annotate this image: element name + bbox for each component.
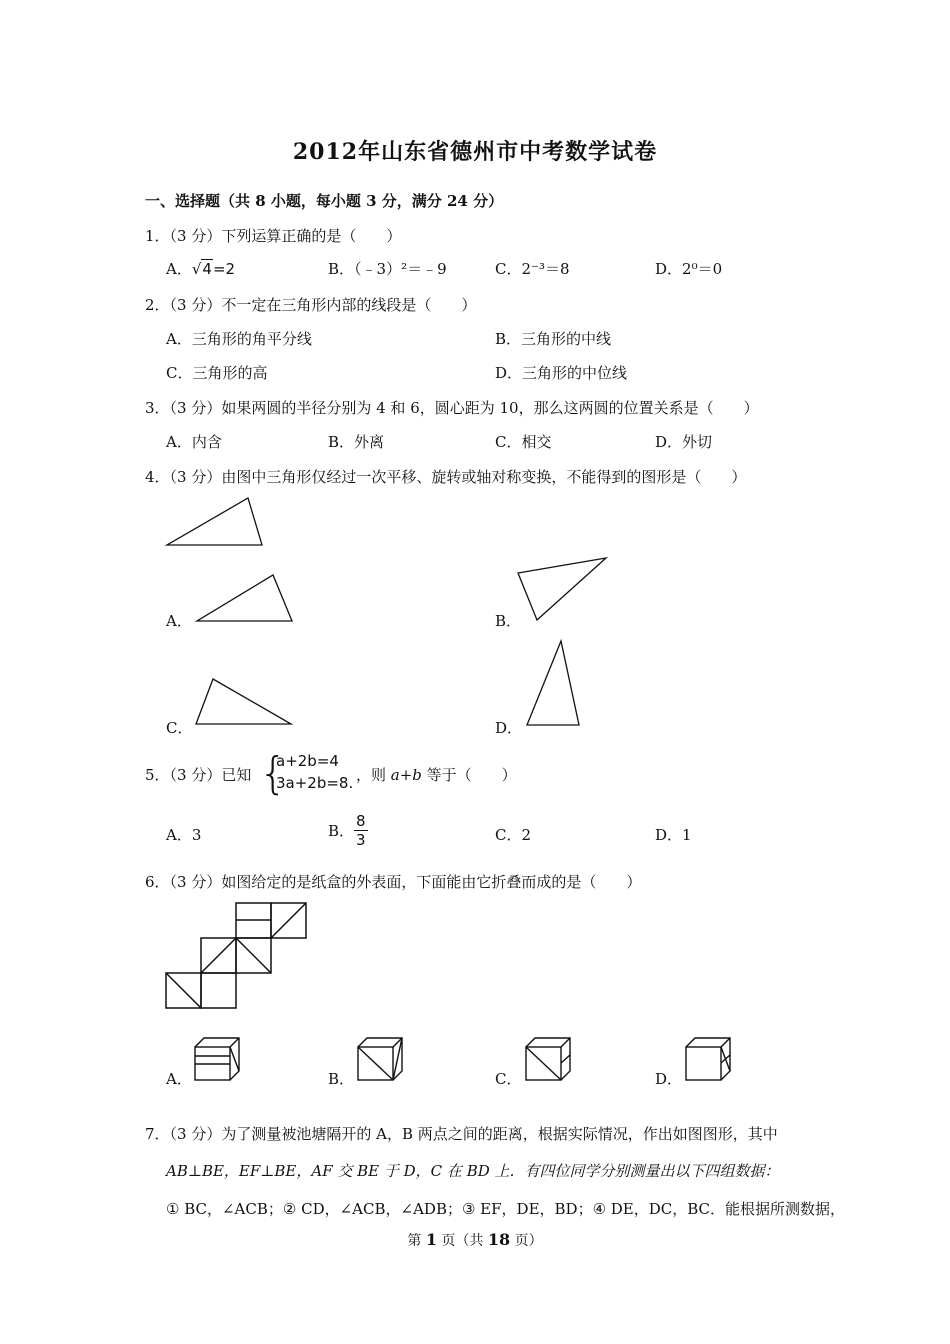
q5-suffix-pre: ，则 xyxy=(356,766,391,784)
question-7-line-1: 7．（3 分）为了测量被池塘隔开的 A，B 两点之间的距离，根据实际情况，作出如图图形，其中 xyxy=(145,1125,778,1143)
q6-option-b: B． xyxy=(328,1070,355,1088)
q5-suffix-post: 等于（ ） xyxy=(421,766,517,784)
q1-option-b: B．（﹣3）²＝﹣9 xyxy=(328,260,447,278)
question-2-stem: 2．（3 分）不一定在三角形内部的线段是（ ） xyxy=(145,296,477,314)
q3-option-b: B．外离 xyxy=(328,433,385,451)
equation-2: 3a+2b=8. xyxy=(276,774,354,792)
q5-option-a: A．3 xyxy=(166,826,202,844)
q3-option-a: A．内含 xyxy=(166,433,222,451)
equation-1: a+2b=4 xyxy=(276,752,339,770)
q1-radicand: 4 xyxy=(202,260,212,278)
q1-option-d: D．2⁰＝0 xyxy=(655,260,723,278)
q5-variable-expr: a+b xyxy=(390,766,422,784)
q1-option-a-rest: =2 xyxy=(212,260,236,278)
footer-page-number: 1 xyxy=(425,1230,437,1249)
q2-option-d: D．三角形的中位线 xyxy=(495,364,628,382)
q6-option-a: A． xyxy=(166,1070,192,1088)
question-5-prefix: 5．（3 分）已知 xyxy=(145,766,252,784)
question-6-stem: 6．（3 分）如图给定的是纸盒的外表面，下面能由它折叠而成的是（ ） xyxy=(145,873,642,891)
footer-total-pages: 18 xyxy=(487,1230,511,1249)
q3-option-d: D．外切 xyxy=(655,433,713,451)
q2-option-a: A．三角形的角平分线 xyxy=(166,330,312,348)
fraction-denominator: 3 xyxy=(356,831,366,849)
q4-option-d: D． xyxy=(495,719,523,737)
page-title: 2012年山东省德州市中考数学试卷 xyxy=(292,139,658,165)
footer-pre: 第 xyxy=(407,1233,426,1249)
q6-option-c: C． xyxy=(495,1070,522,1088)
section-heading: 一、选择题（共 8 小题，每小题 3 分，满分 24 分） xyxy=(145,192,504,210)
page-footer xyxy=(0,1230,950,1250)
cube-c xyxy=(526,1038,570,1080)
q5-option-c: C．2 xyxy=(495,826,532,844)
question-3-stem: 3．（3 分）如果两圆的半径分别为 4 和 6，圆心距为 10，那么这两圆的位置关系是（ ） xyxy=(145,399,759,417)
fraction-numerator: 8 xyxy=(356,812,366,830)
q4-option-b: B． xyxy=(495,612,522,630)
system-brace: { xyxy=(259,748,287,799)
question-7-line-3: ① BC，∠ACB；② CD，∠ACB，∠ADB；③ EF，DE，BD；④ DE，DC，BC．能根据所测数据， xyxy=(166,1200,846,1218)
footer-post: 页） xyxy=(510,1233,543,1249)
q4-option-a: A． xyxy=(166,612,192,630)
cube-a xyxy=(195,1038,239,1080)
q2-option-c: C．三角形的高 xyxy=(166,364,268,382)
q1-option-a-label: A． xyxy=(166,260,192,278)
q1-option-c: C．2⁻³＝8 xyxy=(495,260,570,278)
q4-option-c: C． xyxy=(166,719,193,737)
cube-b xyxy=(358,1038,402,1080)
q3-option-c: C．相交 xyxy=(495,433,552,451)
footer-mid: 页（共 xyxy=(436,1233,488,1249)
sqrt-expression: √4 xyxy=(191,260,212,278)
q5-option-b-label: B． xyxy=(328,822,355,840)
q2-option-b: B．三角形的中线 xyxy=(495,330,612,348)
question-7-line-2: AB⊥BE，EF⊥BE，AF 交 BE 于 D，C 在 BD 上．有四位同学分别测量出以下四组数据： xyxy=(166,1162,780,1180)
q6-option-d: D． xyxy=(655,1070,683,1088)
question-1-stem: 1．（3 分）下列运算正确的是（ ） xyxy=(145,227,402,245)
cube-d xyxy=(686,1038,730,1080)
q5-option-d: D．1 xyxy=(655,826,692,844)
question-4-stem: 4．（3 分）由图中三角形仅经过一次平移、旋转或轴对称变换，不能得到的图形是（ ） xyxy=(145,468,747,486)
